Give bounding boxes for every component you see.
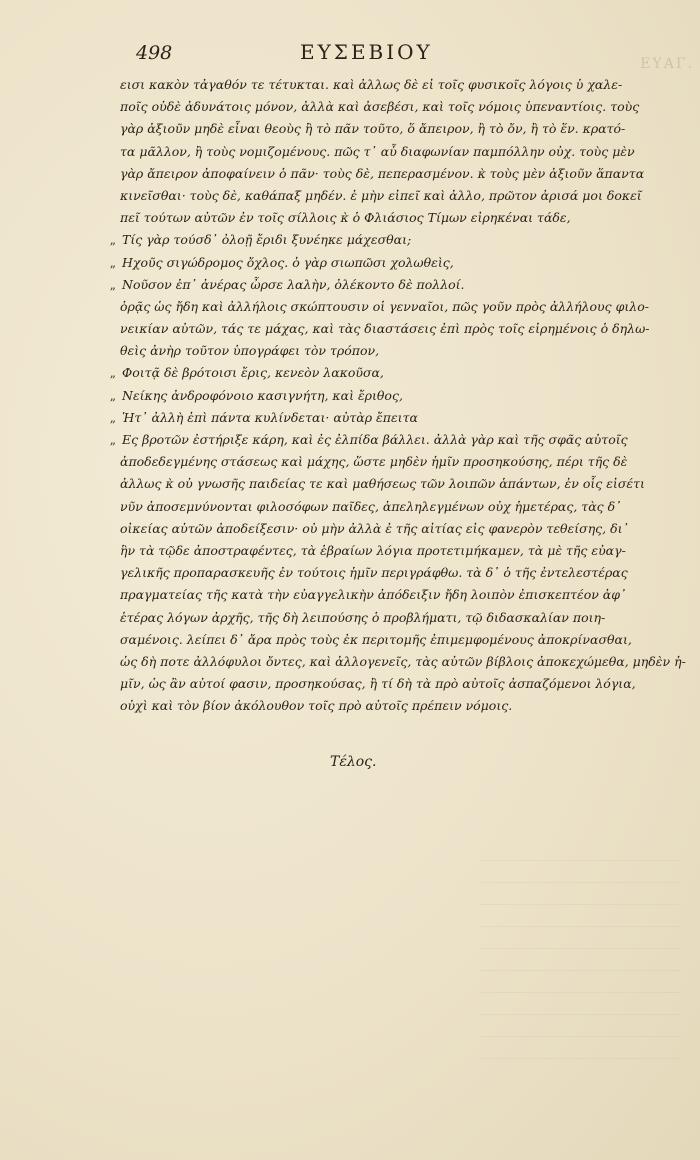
line-text: Νοῦσον ἐπ᾿ ἀνέρας ὦρσε λαλὴν, ὀλέκοντο δὲ πολλοί. — [122, 276, 465, 292]
text-line — [120, 207, 640, 229]
text-line — [120, 584, 640, 606]
quotation-marker: „ — [109, 388, 116, 403]
text-line — [120, 96, 640, 118]
verse-line — [109, 274, 640, 296]
line-text: Φοιτᾷ δὲ βρότοισι ἔρις, κενεὸν λακοῦσα, — [122, 365, 384, 381]
line-text: κινεῖσθαι· τοὺς δὲ, καθάπαξ μηδέν. ἐ μὴν εἰπεῖ καὶ ἀλλο, πρῶτον ἀρισά μοι δοκεῖ — [120, 187, 642, 203]
line-text: Ηχοῦς σιγώδρομος ὄχλος. ὁ γὰρ σιωπῶσι χολωθεὶς, — [122, 254, 454, 270]
quotation-marker: „ — [109, 366, 116, 381]
line-text: γὰρ ἄπειρον ἀποφαίνειν ὁ πᾶν· τοὺς δὲ, πεπερασμένον. κ̀ τοὺς μὲν ἀξιοῦν ἅπαντα — [120, 165, 645, 181]
quotation-marker: „ — [109, 255, 116, 270]
quotation-marker: „ — [109, 277, 116, 292]
line-text: νεικίαν αὐτῶν, τάς τε μάχας, καὶ τὰς διαστάσεις ἐπὶ πρὸς τοῖς εἰρημένοις ὁ δηλω- — [120, 321, 650, 337]
line-text: πραγματείας τῆς κατὰ τὴν εὐαγγελικὴν ἀπόδειξιν ἤδη λοιπὸν ἐπισκεπτέον ἀφ᾿ — [120, 587, 627, 603]
line-text: πεῖ τούτων αὐτῶν ἐν τοῖς σίλλοις κ̀ ὁ Φλιάσιος Τίμων εἰρηκέναι τάδε, — [120, 210, 571, 226]
text-line — [120, 163, 645, 185]
line-text: θεὶς ἀνὴρ τοῦτον ὑπογράφει τὸν τρόπον, — [120, 343, 380, 359]
verse-line — [109, 429, 640, 451]
text-line — [120, 629, 640, 651]
text-line — [120, 118, 640, 140]
verse-line — [109, 385, 640, 407]
bleed-through-lower — [480, 860, 680, 1060]
quotation-marker: „ — [109, 410, 116, 425]
text-line — [120, 695, 640, 717]
page-number: 498 — [136, 42, 173, 64]
line-text: μῖν, ὡς ἂν αὐτοί φασιν, προσηκούσας, ἢ τί δὴ τὰ πρὸ αὐτοῖς ἀσπαζόμενοι λόγια, — [120, 676, 636, 692]
line-text: εισι κακὸν τἀγαθόν τε τέτυκται. καὶ ἀλλως δὲ εἰ τοῖς φυσικοῖς λόγοις ὑ χαλε- — [120, 77, 623, 92]
verse-line — [109, 362, 640, 384]
quotation-marker: „ — [109, 433, 116, 447]
line-text: ὡς δὴ ποτε ἀλλόφυλοι ὄντες, καὶ ἀλλογενεῖς, τὰς αὐτῶν βίβλοις ἀποκεχώμεθα, μηδὲν ἡ- — [120, 653, 686, 669]
line-text: ἣν τὰ τῷδε ἀποστραφέντες, τὰ ἑβραίων λόγια προτετιμήκαμεν, τὰ μὲ τῆς εὐαγ- — [120, 542, 626, 558]
text-line — [120, 540, 640, 562]
line-text: Ες βροτῶν ἐστήριξε κάρη, καὶ ἐς ἐλπίδα βάλλει. ἀλλὰ γὰρ καὶ τῆς σφᾶς αὐτοῖς — [122, 432, 628, 447]
text-line — [120, 651, 686, 673]
greek-text-block — [109, 74, 686, 717]
line-text: τα μᾶλλον, ἢ τοὺς νομιζομένους. πῶς τ᾿ αὖ διαφωνίαν παμπόλλην οὐχ. τοὺς μὲν — [120, 143, 635, 159]
text-line — [120, 185, 640, 207]
line-text: ποῖς οὐδὲ ἀδυνάτοις μόνον, ἀλλὰ καὶ ἀσεβέσι, καὶ τοῖς νόμοις ὑπεναντίοις. τοὺς — [120, 99, 640, 115]
text-line — [120, 74, 640, 96]
quotation-marker: „ — [109, 233, 116, 248]
line-text: γὰρ ἀξιοῦν μηδὲ εἶναι θεοὺς ἢ τὸ πᾶν τοῦτο, ὅ ἄπειρον, ἢ τὸ ὄν, ἢ τὸ ἕν. κρατό- — [120, 121, 626, 137]
verse-line — [109, 407, 640, 429]
line-text: σαμένοις. λείπει δ᾿ ἄρα πρὸς τοὺς ἐκ περιτομῆς ἐπιμεμφομένους ἀποκρίνασθαι, — [120, 631, 632, 647]
line-text: ἀλλως κ̀ οὐ γνωσῆς παιδείας τε καὶ μαθήσεως τῶν λοιπῶν ἁπάντων, ἐν οἷς εἰσέτι — [120, 476, 645, 492]
line-text: οἰκείας αὐτῶν ἀποδείξεσιν· οὐ μὴν ἀλλὰ ἐ τῆς αἰτίας εἰς φανερὸν τεθείσης, δι᾿ — [120, 520, 629, 536]
text-line — [120, 296, 649, 318]
line-text: ὁρᾷς ὡς ἤδη καὶ ἀλλήλοις σκώπτουσιν οἱ γενναῖοι, πῶς γοῦν πρὸς ἀλλήλους φιλο- — [120, 298, 649, 314]
text-line — [120, 562, 640, 584]
line-text: γελικῆς προπαρασκευῆς ἐν τούτοις ἡμῖν περιγράφθω. τὰ δ᾿ ὁ τῆς ἐντελεστέρας — [120, 565, 628, 581]
text-line — [120, 496, 640, 518]
line-text: ἑτέρας λόγων ἀρχῆς, τῆς δὴ λειπούσης ὁ προβλήματι, τῷ διδασκαλίαν ποιη- — [120, 609, 606, 625]
text-line — [120, 318, 650, 340]
text-line — [120, 518, 640, 540]
line-text: νῦν ἀποσεμνύνονται φιλοσόφων παῖδες, ἀπεληλεγμένων οὐχ ἡμετέρας, τὰς δ᾿ — [120, 498, 622, 514]
verse-line — [109, 229, 640, 251]
text-line — [120, 473, 645, 495]
text-line — [120, 673, 640, 695]
line-text: Τίς γὰρ τούσδ᾿ ὀλοῇ ἔριδι ξυνέηκε μάχεσθαι; — [122, 232, 412, 248]
text-line — [120, 451, 640, 473]
line-text: Ἡτ᾿ ἀλλὴ ἐπὶ πάντα κυλίνδεται· αὐτὰρ ἔπειτα — [122, 409, 418, 425]
line-text: οὐχὶ καὶ τὸν βίον ἀκόλουθον τοῖς πρὸ αὐτοῖς πρέπειν νόμοις. — [120, 698, 513, 714]
text-line — [120, 141, 640, 163]
text-line — [120, 607, 640, 629]
verse-line — [109, 252, 640, 274]
line-text: Νείκης ἀνδροφόνοιο κασιγνήτη, καὶ ἔριθος, — [122, 387, 403, 403]
text-line — [120, 340, 640, 362]
bleed-through-text: ΕΥΑΓ. — [640, 56, 694, 72]
line-text: ἀποδεδεγμένης στάσεως καὶ μάχης, ὥστε μηδὲν ἡμῖν προσηκούσης, πέρι τῆς δὲ — [120, 454, 628, 470]
finis-mark: Τέλος. — [330, 754, 377, 770]
running-head: ΕΥΣΕΒΙΟΥ — [300, 40, 433, 64]
